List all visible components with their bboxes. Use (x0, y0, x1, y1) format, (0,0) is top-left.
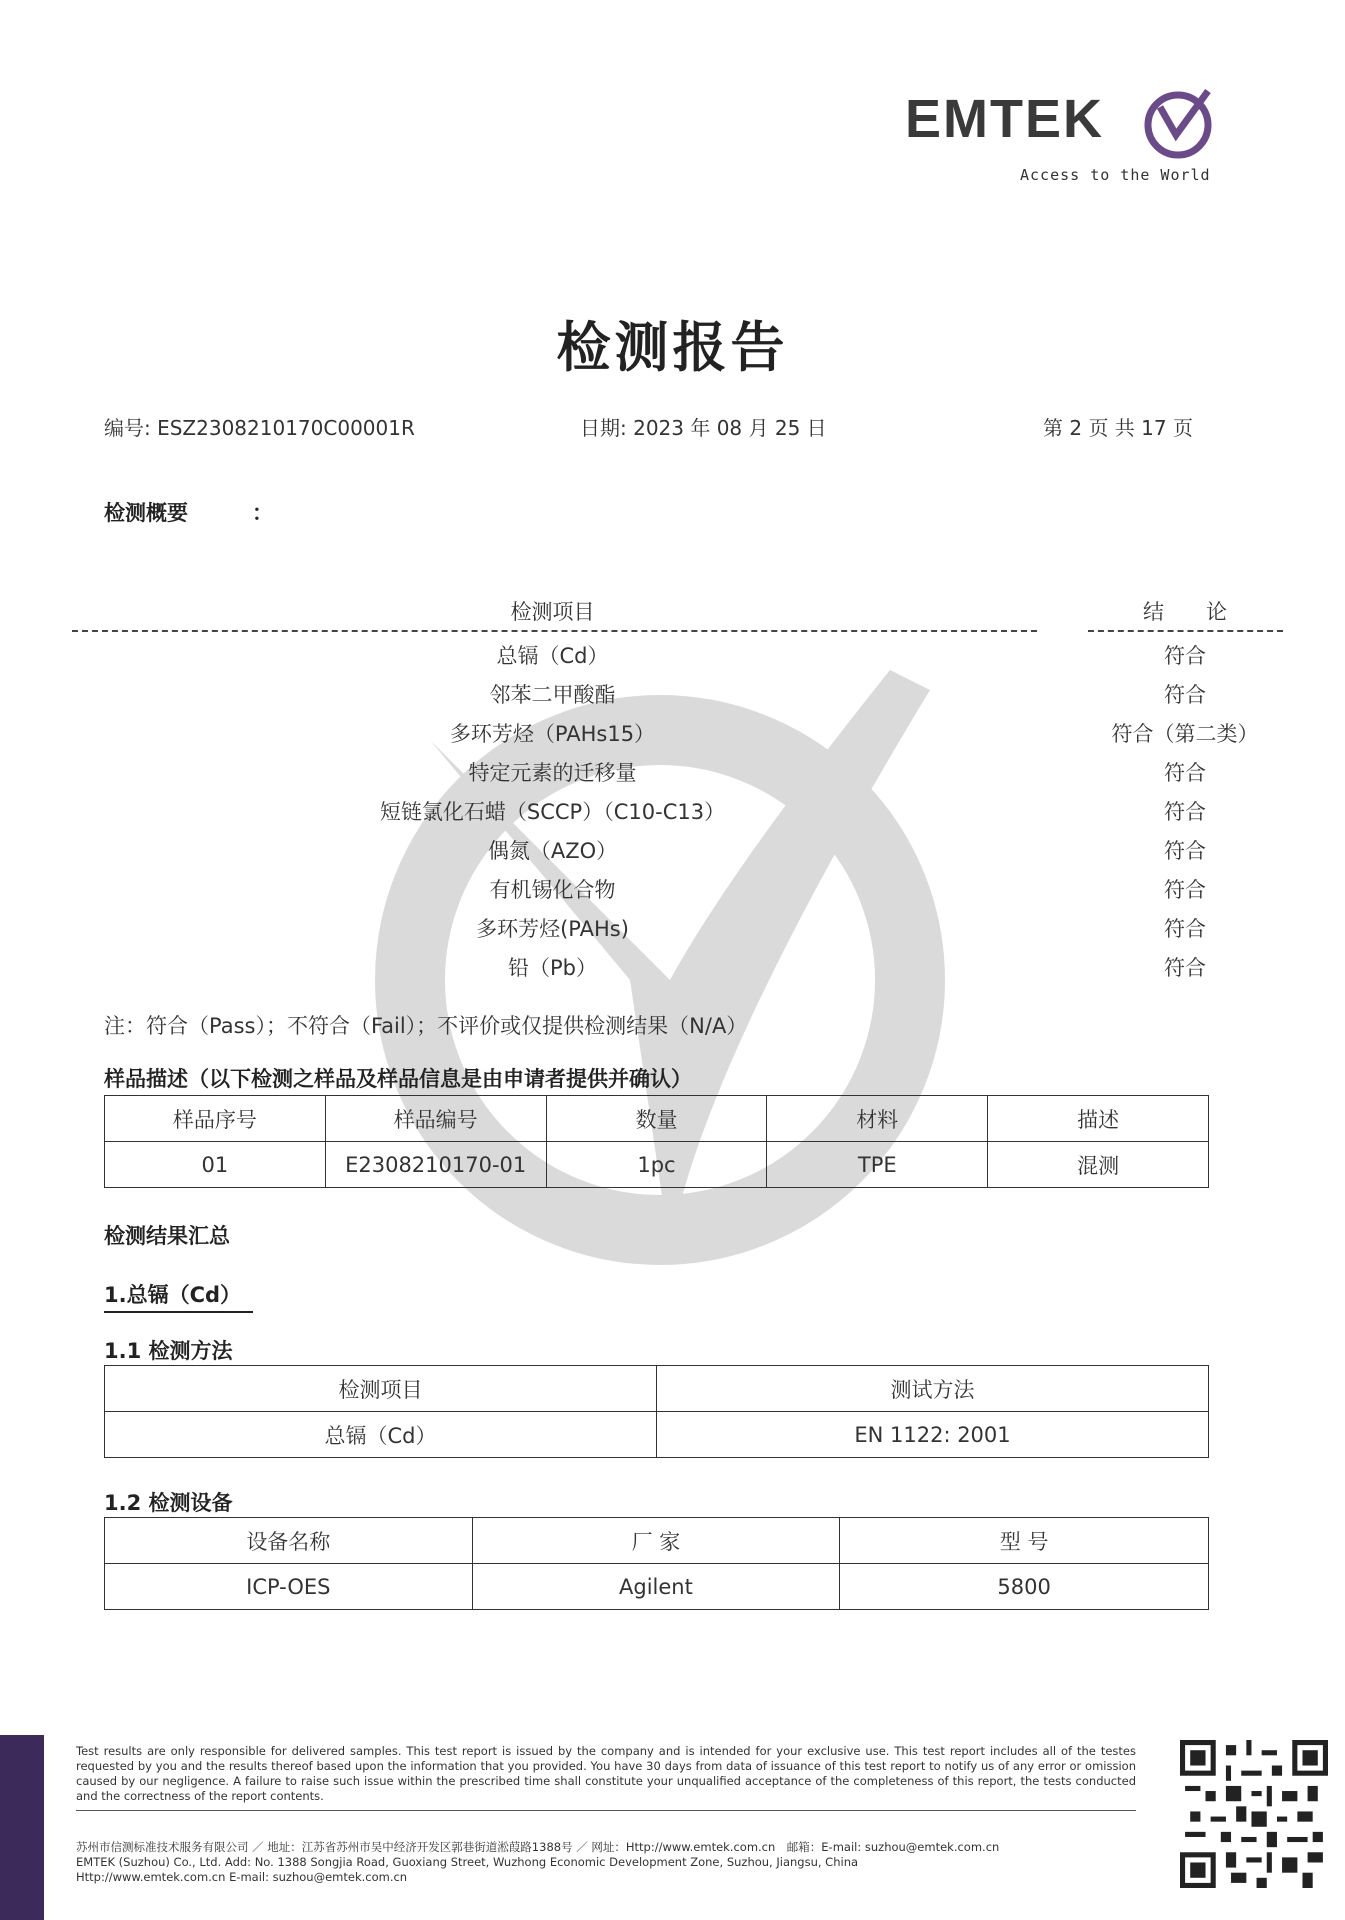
table-header-cell: 描述 (988, 1096, 1209, 1142)
table-header-cell: 检测项目 (105, 1366, 657, 1412)
summary-row: 短链氯化石蜡（SCCP）（C10-C13） 符合 (379, 800, 1206, 824)
table-row (105, 1412, 1209, 1458)
table-cell: TPE (767, 1142, 988, 1188)
table-cell: 1pc (546, 1142, 767, 1188)
footer-disclaimer: Test results are only responsible for delivered samples. This test report is issued by the company and is intended for your exclusive use. This test report includes all of the testes requested by you and the results thereof based upon the information that you provided. You have 30 days from data of issuance of this test report to notify us of any error or omission caused by our negligence. A failure to raise such issue within the prescribed time shall constitute your unqualified acceptance of the completeness of this report, the tests conducted and the correctness of the report contents. (76, 1744, 1136, 1803)
table-cell: 混测 (988, 1142, 1209, 1188)
equipment-table (104, 1517, 1209, 1610)
report-number: 编号: ESZ2308210170C00001R (104, 416, 415, 440)
footer-divider (76, 1810, 1136, 1811)
equipment-heading: 1.2 检测设备 (104, 1491, 233, 1515)
sample-heading: 样品描述（以下检测之样品及样品信息是由申请者提供并确认） (104, 1067, 692, 1091)
table-header-cell: 数量 (546, 1096, 767, 1142)
table-header-cell: 样品序号 (105, 1096, 326, 1142)
emtek-logo-text: EMTEK (905, 89, 1104, 149)
table-header-cell: 型 号 (840, 1518, 1209, 1564)
qr-code-icon (1180, 1740, 1328, 1888)
table-header-cell: 厂 家 (472, 1518, 840, 1564)
summary-divider (72, 630, 1037, 632)
table-cell: 01 (105, 1142, 326, 1188)
footer-address (76, 1840, 1136, 1885)
summary-heading: 检测概要 (104, 501, 188, 525)
summary-row: 总镉（Cd） 符合 (496, 644, 1206, 668)
summary-row: 多环芳烃(PAHs) 符合 (476, 917, 1206, 941)
summary-row: 铅（Pb） 符合 (508, 956, 1206, 980)
table-row (105, 1142, 1209, 1188)
summary-row: 特定元素的迁移量 符合 (468, 761, 1206, 785)
table-header-cell: 样品编号 (325, 1096, 546, 1142)
table-header-row (105, 1366, 1209, 1412)
table-header-cell: 材料 (767, 1096, 988, 1142)
table-cell: Agilent (472, 1564, 840, 1610)
table-cell: 5800 (840, 1564, 1209, 1610)
logo-tagline: Access to the World (1020, 166, 1211, 184)
summary-row: 邻苯二甲酸酯 符合 (489, 683, 1206, 707)
checkmark-circle-icon (1140, 85, 1220, 161)
page-title: 检测报告 (556, 315, 789, 379)
table-cell: ICP-OES (105, 1564, 473, 1610)
table-cell: E2308210170-01 (325, 1142, 546, 1188)
footer-address-en: EMTEK (Suzhou) Co., Ltd. Add: No. 1388 Songjia Road, Guoxiang Street, Wuzhong Economic Development Zone, Suzhou, Jiangsu, China (76, 1855, 859, 1869)
page-indicator: 第 2 页 共 17 页 (1043, 416, 1193, 440)
footer-address-cn: 苏州市信测标准技术服务有限公司 ／ 地址：江苏省苏州市吴中经济开发区郭巷街道淞葭路1388号 ／ 网址：Http://www.emtek.com.cn 邮箱：E-mail: suzhou@emtek.com.cn (76, 1840, 1000, 1854)
section-1-heading: 1.总镉（Cd） (104, 1279, 253, 1313)
sample-table (104, 1095, 1209, 1188)
table-header-row (105, 1518, 1209, 1564)
summary-row: 有机锡化合物 符合 (489, 878, 1206, 902)
side-color-bar (0, 1735, 44, 1920)
footer-web: Http://www.emtek.com.cn E-mail: suzhou@emtek.com.cn (76, 1870, 408, 1884)
table-header-cell: 设备名称 (105, 1518, 473, 1564)
table-row (105, 1564, 1209, 1610)
summary-col-result: 结 论 (1143, 600, 1227, 624)
table-cell: 总镉（Cd） (105, 1412, 657, 1458)
summary-colon: ： (252, 501, 273, 525)
table-header-cell: 测试方法 (657, 1366, 1209, 1412)
method-heading: 1.1 检测方法 (104, 1339, 233, 1363)
report-date: 日期: 2023 年 08 月 25 日 (580, 416, 827, 440)
table-cell: EN 1122: 2001 (657, 1412, 1209, 1458)
summary-row: 多环芳烃（PAHs15） 符合（第二类） (449, 722, 1259, 746)
method-table (104, 1365, 1209, 1458)
table-header-row (105, 1096, 1209, 1142)
summary-col-item: 检测项目 (510, 600, 595, 624)
summary-row: 偶氮（AZO） 符合 (487, 839, 1206, 863)
summary-note: 注：符合（Pass）；不符合（Fail）；不评价或仅提供检测结果（N/A） (104, 1014, 748, 1038)
results-heading: 检测结果汇总 (104, 1224, 230, 1248)
summary-divider-result (1088, 630, 1283, 632)
